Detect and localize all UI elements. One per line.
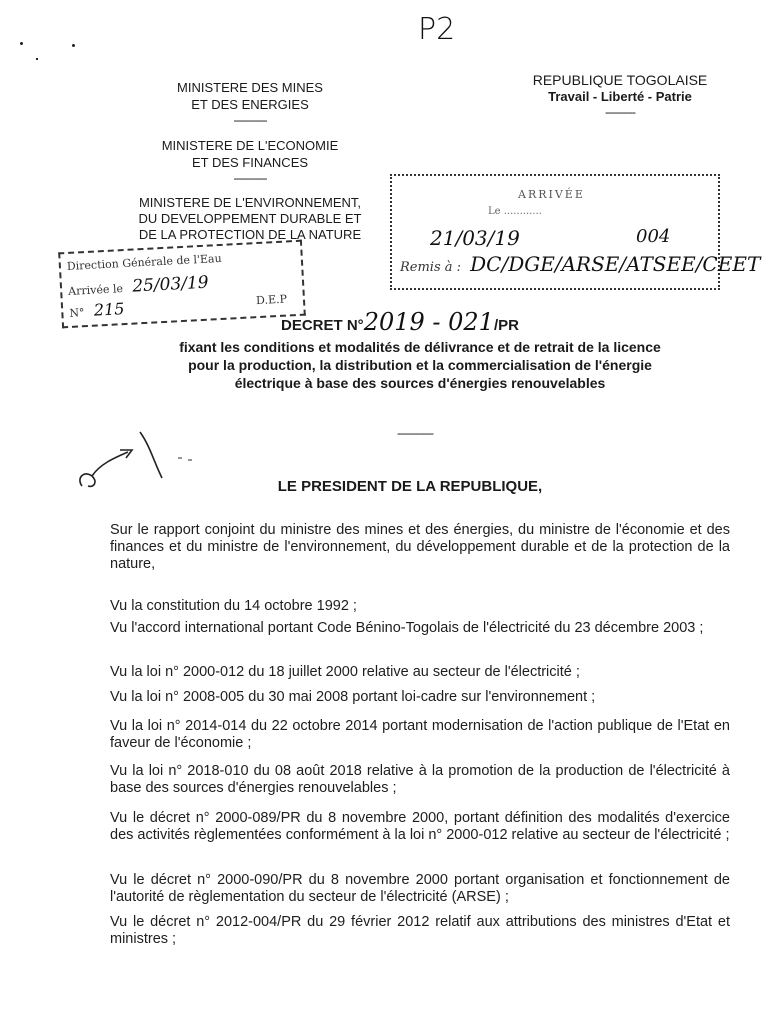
country-motto: Travail - Liberté - Patrie	[548, 89, 692, 104]
paragraph-vu-decret-2012-004: Vu le décret n° 2012-004/PR du 29 février 2012 relatif aux attributions des ministres d'Etat et ministres ;	[110, 914, 730, 947]
arrival-stamp-right	[390, 174, 761, 290]
ministry-mines: MINISTERE DES MINES ET DES ENERGIES	[177, 80, 323, 112]
paragraph-vu-accord: Vu l'accord international portant Code Bénino-Togolais de l'électricité du 23 décembre 2003 ;	[110, 620, 704, 636]
ministry-environment: MINISTERE DE L'ENVIRONNEMENT, DU DEVELOPPEMENT DURABLE ET DE LA PROTECTION DE LA NATURE	[138, 195, 362, 242]
separator: ----------	[605, 105, 635, 119]
stamp-line: Le ............	[488, 206, 542, 217]
paragraph-vu-loi-2018-010: Vu la loi n° 2018-010 du 08 août 2018 relative à la promotion de la production de l'électricité à base des sources d'énergies renouvelables ;	[110, 763, 730, 796]
stray-mark	[72, 44, 75, 47]
paragraph-rapport: Sur le rapport conjoint du ministre des mines et des énergies, du ministre de l'économie et des finances et du ministre de l'environnement, du développement durable et de la protection de la nature,	[110, 522, 730, 572]
page-mark: P2	[418, 12, 456, 47]
stamp-date-row: Arrivée le 25/03/19	[67, 272, 210, 298]
handwritten-decree-number: 2019 - 021	[363, 308, 494, 336]
separator: -----------	[233, 171, 267, 185]
stamp-line: Direction Générale de l'Eau	[66, 251, 222, 273]
stamp-title: ARRIVÉE	[518, 188, 585, 201]
handwritten-date: 21/03/19	[430, 226, 520, 250]
paragraph-vu-loi-2000-012: Vu la loi n° 2000-012 du 18 juillet 2000 relative au secteur de l'électricité ;	[110, 664, 580, 680]
paragraph-vu-constitution: Vu la constitution du 14 octobre 1992 ;	[110, 598, 357, 614]
handwritten-initials	[70, 428, 200, 490]
remis-row: Remis à : DC/DGE/ARSE/ATSEE/CEET	[400, 252, 761, 276]
ministry-economy: MINISTERE DE L'ECONOMIE ET DES FINANCES	[161, 138, 339, 170]
separator: -----------	[233, 113, 267, 127]
paragraph-vu-decret-2000-090: Vu le décret n° 2000-090/PR du 8 novembre 2000 portant organisation et fonctionnement de l'autorité de règlementation du secteur de l'électricité (ARSE) ;	[110, 872, 730, 905]
stray-mark	[36, 58, 38, 60]
country-header	[500, 71, 740, 117]
handwritten-number: 215	[93, 299, 125, 320]
president-heading: LE PRESIDENT DE LA REPUBLIQUE,	[277, 478, 543, 495]
paragraph-vu-loi-2008-005: Vu la loi n° 2008-005 du 30 mai 2008 portant loi-cadre sur l'environnement ;	[110, 689, 596, 705]
decree-subtitle: fixant les conditions et modalités de délivrance et de retrait de la licence pour la production, la distribution et la commercialisation de l'énergie électrique à base des sources d'énergies renouvelables	[179, 339, 661, 391]
separator: ------------	[397, 426, 433, 440]
paragraph-vu-decret-2000-089: Vu le décret n° 2000-089/PR du 8 novembre 2000, portant définition des modalités d'exercice des activités règlementées conformément à la loi n° 2000-012 relative au secteur de l'électricité ;	[110, 810, 730, 843]
stamp-number-row: N° 215 D.E.P	[69, 292, 288, 320]
stray-mark	[20, 42, 23, 45]
country-name: REPUBLIQUE TOGOLAISE	[532, 72, 708, 88]
handwritten-number: 004	[636, 226, 671, 247]
handwritten-date: 25/03/19	[131, 272, 210, 297]
decree-title: DECRET N°2019 - 021/PR	[281, 308, 519, 336]
ministry-header-left	[100, 79, 400, 243]
handwritten-recipients: DC/DGE/ARSE/ATSEE/CEET	[470, 252, 761, 276]
paragraph-vu-loi-2014-014: Vu la loi n° 2014-014 du 22 octobre 2014 portant modernisation de l'action publique de l'Etat en faveur de l'économie ;	[110, 718, 730, 751]
